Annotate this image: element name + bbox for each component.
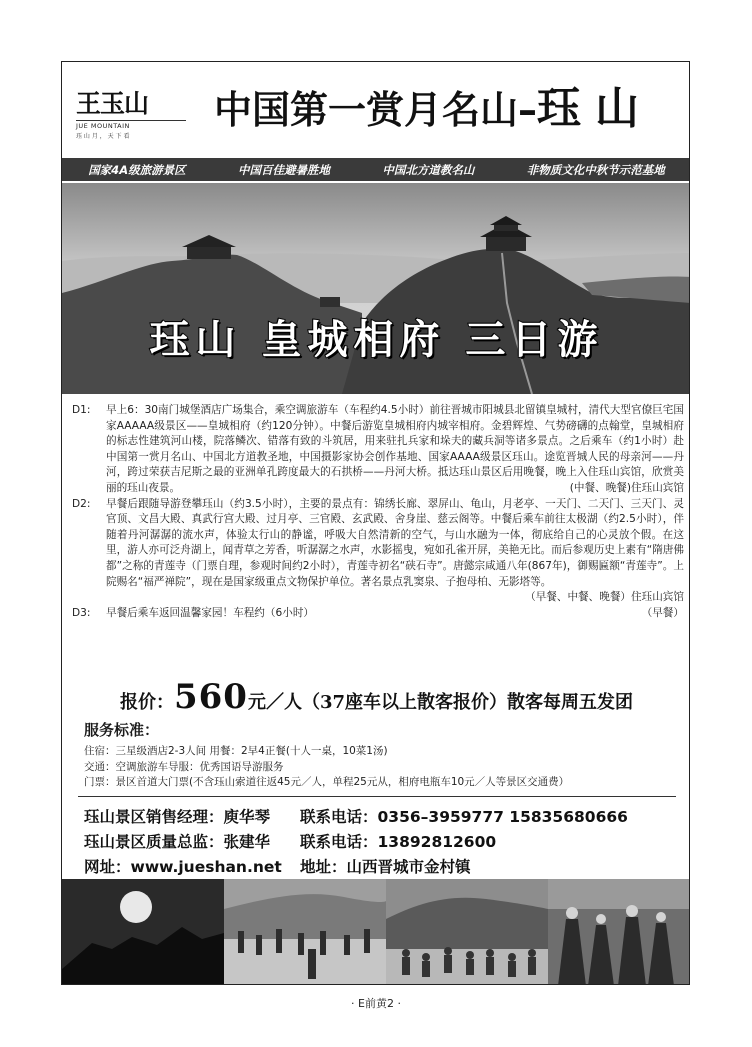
service-title: 服务标准： <box>84 721 160 739</box>
contact-phone-label: 联系电话： <box>300 833 378 851</box>
divider <box>78 796 676 797</box>
day-text <box>106 497 684 606</box>
day-meals: （早餐、中餐、晚餐）住珏山宾馆 <box>525 591 684 604</box>
contact-phone-label: 联系电话： <box>300 808 378 826</box>
logo-english: JUE MOUNTAIN <box>76 120 186 130</box>
hero-photo <box>62 183 690 394</box>
contact-role: 珏山景区销售经理：庾华琴 <box>84 808 271 826</box>
contact-row <box>84 855 471 877</box>
banner-item: 国家4A级旅游景区 <box>88 162 186 177</box>
banner-item: 非物质文化中秋节示范基地 <box>526 162 665 177</box>
itinerary-day <box>72 606 684 622</box>
page-number: · E前黄2 · <box>351 997 401 1010</box>
banner-item: 中国北方道教名山 <box>382 162 475 177</box>
website[interactable]: 网址：www.jueshan.net <box>84 858 282 876</box>
service-line: 住宿：三星级酒店2-3人间 用餐：2早4正餐(十人一桌，10菜1汤) <box>84 745 388 757</box>
contact-row <box>84 805 628 827</box>
logo-mark: 王玉山 <box>76 89 149 118</box>
logo-slogan: 珏 山 月 ， 天 下 看 <box>76 133 130 140</box>
price-line <box>62 677 690 717</box>
poster-frame <box>61 61 690 985</box>
jueshan-logo <box>76 90 202 150</box>
contact-phone: 13892812600 <box>377 833 497 851</box>
day-meals: （早餐） <box>641 606 684 619</box>
address: 山西晋城市金村镇 <box>346 858 471 876</box>
itinerary-day <box>72 497 684 606</box>
day-label: D1: <box>72 404 91 416</box>
page-title <box>214 84 653 135</box>
itinerary-day <box>72 403 684 497</box>
service-line: 门票：景区首道大门票(不含珏山索道往返45元／人，单程25元从，相府电瓶车10元／人等景区交通费） <box>84 776 570 789</box>
title-sub: 珏山 <box>537 83 654 134</box>
day-meals: (中餐、晚餐)住珏山宾馆 <box>569 481 684 494</box>
day-label: D3: <box>72 606 91 619</box>
day-description: 早上6：30南门城堡酒店广场集合，乘空调旅游车（车程约4.5小时）前往晋城市阳城县北留镇皇城村，清代大型官僚巨宅国家AAAAA级景区——皇城相府（约120分钟）。中餐后游览皇城相府内城宰相府。金碧辉煌、气势磅礴的点翰堂，皇城相府的标志性建筑河山楼，院落鳞次、错落有致的斗筑居，用来驻扎兵家和垛夫的藏兵洞等诸多景点。之后乘车（约1小时）赴中国第一赏月名山、中国北方道教圣地，中国摄影家协会创作基地、国家AAAA级景区珏山。途览晋城人民的母亲河——丹河，跨过荣获吉尼斯之最的亚洲单孔跨度最大的石拱桥——丹河大桥。抵达珏山景区后用晚餐，晚上入住珏山宾馆，欣赏美丽的珏山夜景。 <box>106 404 684 494</box>
moon-night-photo <box>62 879 224 985</box>
service-list <box>84 744 569 791</box>
day-description: 早餐后跟随导游登攀珏山（约3.5小时），主要的景点有：锦绣长廊、翠屏山、龟山，月老亭、一天门、二天门、三天门、灵官顶、文昌大殿、真武行宫大殿、过月亭、三官殿、玄武殿、舍身崖、慈云阁等。中餐后乘车前往太极湖（约2.5小时），伴随着丹河潺潺的流水声，体验太行山的静谧，呼吸大自然清新的空气，与山水融为一体，彻底给自己的心灵放个假。在这里，游人亦可泛舟湖上，闻青草之芳香，听潺潺之水声，水影摇曳，宛如孔雀开屏，美艳无比。而后参观历史上素有“隋唐佛都”之称的青莲寺（门票自理，参观时间约2小时），青莲寺初名“硖石寺”。唐懿宗咸通八年(867年)，御赐匾额“青莲寺”。上院赐名“福严禅院”，现在是国家级重点文物保护单位。著名景点乳窦泉、子抱母柏、无影塔等。 <box>106 497 684 588</box>
contact-row <box>84 830 496 852</box>
day-label: D2: <box>72 497 91 510</box>
service-line: 交通：空调旅游车导服：优秀国语导游服务 <box>84 760 284 773</box>
day-description: 早餐后乘车返回温馨家园！车程约（6小时） <box>106 606 315 619</box>
hero-title: 珏山 皇城相府 三日游 <box>149 316 604 363</box>
costume-procession-photo <box>548 879 690 985</box>
banner-item: 中国百佳避暑胜地 <box>237 162 330 177</box>
price-unit: 元／人（37座车以上散客报价）散客每周五发团 <box>247 692 634 713</box>
contact-role: 珏山景区质量总监：张建华 <box>84 833 271 851</box>
itinerary <box>72 403 684 621</box>
festival-crowd-photo <box>386 879 548 985</box>
photo-strip <box>62 879 690 985</box>
title-main: 中国第一赏月名山– <box>214 88 538 132</box>
day-text <box>106 606 684 622</box>
honor-banner <box>62 158 690 181</box>
address-label: 地址： <box>300 858 347 876</box>
plaza-dance-photo <box>224 879 386 985</box>
price-amount: 560 <box>173 677 248 717</box>
contact-phone: 0356–3959777 15835680666 <box>377 808 628 826</box>
day-text <box>106 403 684 497</box>
price-label: 报价： <box>119 692 174 713</box>
